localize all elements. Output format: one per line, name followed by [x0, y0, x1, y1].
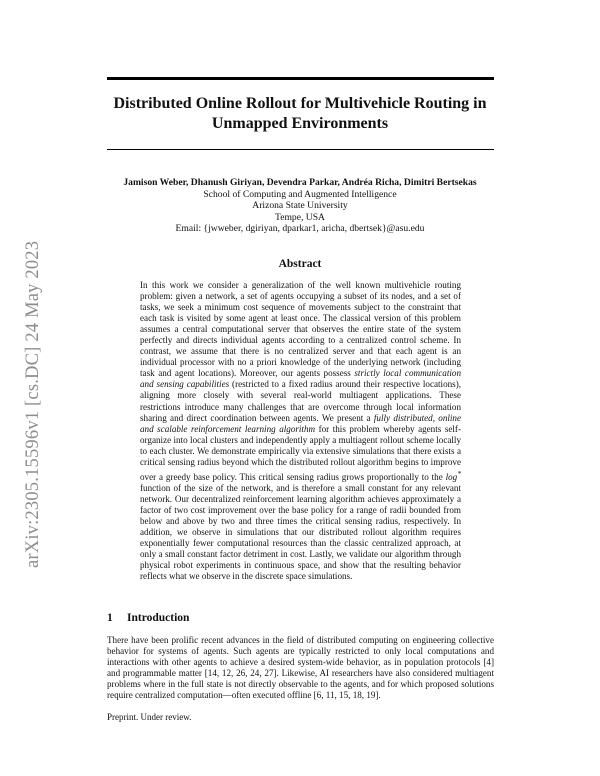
- title-line-1: Distributed Online Rollout for Multivehicle Routing in: [113, 95, 487, 112]
- author-location: Tempe, USA: [275, 211, 325, 223]
- author-email: Email: {jwweber, dgiriyan, dparkar1, aricha, dbertsek}@asu.edu: [175, 223, 425, 234]
- author-affiliation: School of Computing and Augmented Intelligence: [203, 188, 397, 200]
- title-bottom-rule: [107, 149, 494, 150]
- author-university: Arizona State University: [252, 200, 348, 211]
- author-block: [100, 177, 500, 235]
- paper-title: [100, 94, 500, 134]
- section-heading-introduction: [107, 612, 189, 624]
- abstract-text-4: function of the size of the network, and is therefore a small constant for any relevant network. Our decentralized reinforcement learning algorithm achieves approximately a factor of two cost improvement over the base policy for a range of radii bounded from below and above by two and three times the critical sensing radius, respectively. In addition, we observe in simulations that our distributed rollout algorithm requires exponentially fewer computational resources than the classic centralized approach, at only a small constant factor detriment in cost. Lastly, we validate our algorithm through physical robot experiments in continuous space, and show that the resulting behavior reflects what we observe in the discrete space simulations.: [140, 482, 461, 582]
- log-term: log: [445, 471, 458, 482]
- abstract-heading: Abstract: [278, 258, 322, 270]
- abstract-body: [140, 280, 461, 582]
- abstract-emphasis-2: fully distributed, online and scalable reinforcement learning algorithm: [140, 412, 461, 434]
- abstract-emphasis-1: strictly local communication and sensing capabilities: [140, 368, 461, 390]
- preprint-footer: Preprint. Under review.: [107, 712, 192, 722]
- log-star-term: [445, 468, 461, 482]
- section-number: 1: [107, 612, 113, 624]
- section-title: Introduction: [127, 612, 190, 624]
- abstract-text-1: In this work we consider a generalization of the well known multivehicle routing problem: given a network, a set of agents occupying a subset of its nodes, and a set of tasks, we seek a minimum cost sequence of movements subject to the constraint that each task is visited by some agent at least once. The classical version of this problem assumes a central computational server that observes the entire state of the system perfectly and directs individual agents according to a centralized control scheme. In contrast, we assume that there is no centralized server and that each agent is an individual processor with no a priori knowledge of the underlying network (including task and agent locations). Moreover, our agents possess: [140, 280, 461, 379]
- abstract-text-3: for this problem whereby agents self-organize into local clusters and independently apply a multiagent rollout scheme locally to each cluster. We demonstrate empirically via extensive simulations that there exists a critical sensing radius beyond which the distributed rollout algorithm begins to improve over a greedy base policy. This critical sensing radius grows proportionally to the: [140, 423, 461, 482]
- title-line-2: Unmapped Environments: [211, 115, 389, 132]
- author-names: Jamison Weber, Dhanush Giriyan, Devendra Parkar, Andréa Richa, Dimitri Bertsekas: [123, 177, 477, 188]
- log-superscript: *: [457, 468, 461, 478]
- abstract-text-2: (restricted to a fixed radius around their respective locations), aligning more closely with several real-world multiagent applications. These restrictions introduce many challenges that are overcome through local information sharing and direct coordination between agents. We present a: [140, 379, 462, 423]
- introduction-paragraph: There have been prolific recent advances in the field of distributed computing on engineering collective behavior for systems of agents. Such agents are typically restricted to only local computations and interactions with other agents to achieve a desired system-wide behavior, as in population protocols [4] and programmable matter [14, 12, 26, 24, 27]. Likewise, AI researchers have also considered multiagent problems where in the full state is not directly observable to the agents, and for which proposed solutions require centralized computation—often executed offline [6, 11, 15, 18, 19].: [107, 635, 494, 701]
- arxiv-side-stamp: arXiv:2305.15596v1 [cs.DC] 24 May 2023: [23, 240, 43, 568]
- title-top-rule: [107, 77, 494, 80]
